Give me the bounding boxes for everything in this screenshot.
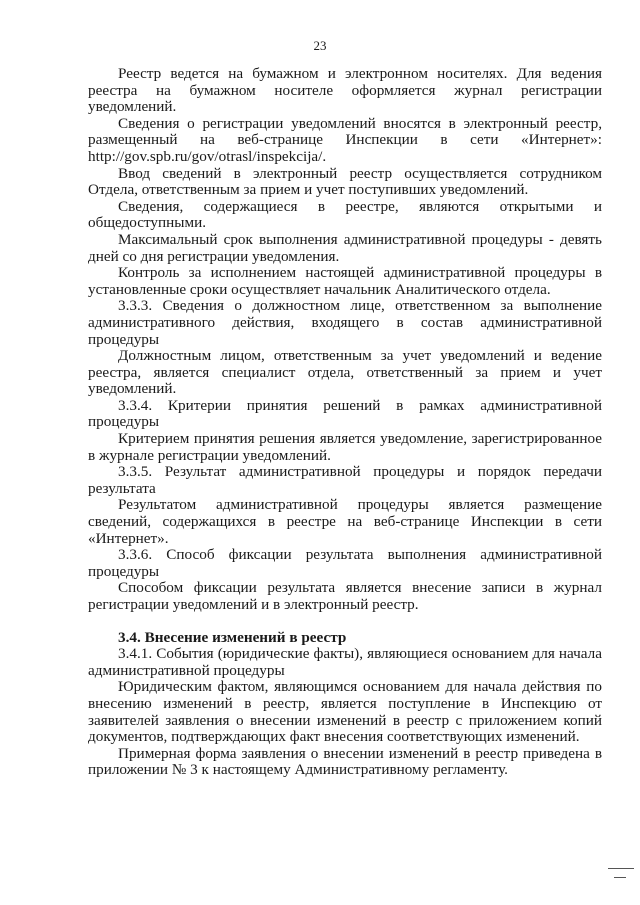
paragraph: Должностным лицом, ответственным за учет уведомлений и ведение реестра, является специалист отдела, ответственный за прием и учет уведомлений. (88, 347, 602, 398)
paragraph: Способом фиксации результата является внесение записи в журнал регистрации уведомлений и в электронный реестр. (88, 579, 602, 613)
subsection-title: 3.3.6. Способ фиксации результата выполнения административной процедуры (88, 546, 602, 580)
subsection-title: 3.4.1. События (юридические факты), являющиеся основанием для начала административной процедуры (88, 645, 602, 679)
paragraph: Контроль за исполнением настоящей административной процедуры в установленные сроки осуществляет начальник Аналитического отдела. (88, 264, 602, 298)
paragraph: Примерная форма заявления о внесении изменений в реестр приведена в приложении № 3 к настоящему Административному регламенту. (88, 744, 602, 779)
paragraph: Максимальный срок выполнения административной процедуры - девять дней со дня регистрации уведомления. (88, 230, 602, 265)
paragraph: Ввод сведений в электронный реестр осуществляется сотрудником Отдела, ответственным за прием и учет поступивших уведомлений. (88, 164, 602, 199)
paragraph: Реестр ведется на бумажном и электронном носителях. Для ведения реестра на бумажном носителе оформляется журнал регистрации уведомлений. (88, 65, 602, 116)
paragraph: Сведения о регистрации уведомлений вносятся в электронный реестр, размещенный на веб-странице Инспекции в сети «Интернет»: http://gov.spb.ru/gov/otrasl/inspekcija/. (88, 114, 602, 165)
subsection-title: 3.3.4. Критерии принятия решений в рамках административной процедуры (88, 396, 602, 431)
paragraph: Сведения, содержащиеся в реестре, являются открытыми и общедоступными. (88, 197, 602, 232)
document-body (88, 66, 602, 779)
scan-corner-mark (608, 868, 634, 879)
section-heading: 3.4. Внесение изменений в реестр (118, 628, 347, 646)
paragraph: Результатом административной процедуры является размещение сведений, содержащихся в реестре на веб-странице Инспекции в сети «Интернет». (88, 496, 602, 547)
subsection-title: 3.3.3. Сведения о должностном лице, ответственном за выполнение административного действия, входящего в состав административной процедуры (88, 297, 602, 348)
paragraph: Критерием принятия решения является уведомление, зарегистрированное в журнале регистрации уведомлений. (88, 430, 602, 464)
paragraph: Юридическим фактом, являющимся основанием для начала действия по внесению изменений в реестр, является поступление в Инспекцию от заявителей заявления о внесении изменений в реестр с приложением копий документов, подтверждающих факт внесения соответствующих изменений. (88, 678, 602, 746)
page-number: 23 (313, 38, 327, 53)
subsection-title: 3.3.5. Результат административной процедуры и порядок передачи результата (88, 463, 602, 497)
